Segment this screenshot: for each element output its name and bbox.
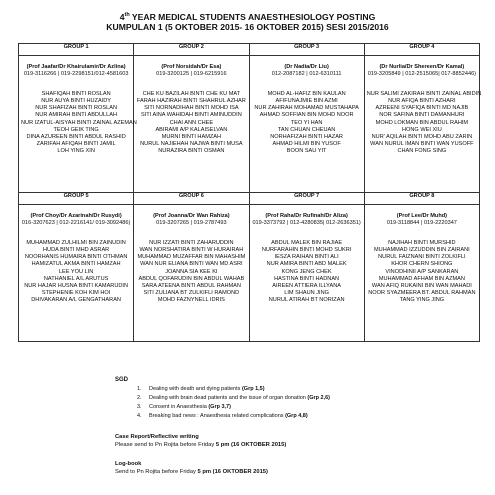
sgd-item-text: Breaking bad news : Anaesthesia related complications — [149, 413, 286, 419]
groups-body-row-top — [19, 56, 480, 193]
list-item: JOANNA SIA KEE KI — [165, 268, 218, 275]
document-subtitle: KUMPULAN 1 (5 OKTOBER 2015- 16 OKTOBER 2015) SESI 2015/2016 — [106, 22, 389, 32]
list-item: MURNI BINTI HAMZAH — [161, 133, 222, 140]
group-4-cell — [364, 56, 482, 193]
list-item: SITI ZULIANA BT ZULKIFLI RAMOND — [143, 289, 240, 296]
list-item: TANG YING JING — [399, 296, 445, 303]
list-item: MOHD AL-HAFIZ BIN KAULAN — [267, 91, 346, 98]
list-item: LEE YOU LIN — [58, 268, 94, 275]
list-item: AZREENI SYAFIQA BINTI MD NAJIB — [375, 105, 469, 112]
list-item: FARAH HAZIRAH BINTI SHAHRUL AZHAR — [136, 98, 246, 105]
list-item: DINA AZUREEN BINTI ABDUL RASHID — [26, 133, 126, 140]
list-item: CHAI ANN CHEE — [169, 119, 214, 126]
group-2-header: GROUP 2 — [134, 44, 249, 56]
sgd-item-text: Dealing with death and dying patients — [149, 386, 242, 392]
document-title — [0, 10, 495, 23]
sgd-item-groups: (Grp 2,6) — [307, 395, 331, 401]
sgd-item-groups: (Grp 4,8) — [285, 413, 308, 419]
list-item: HUDA BINTI MHD ASRAR — [43, 247, 110, 254]
sgd-item-number: 1. — [137, 386, 142, 392]
title-text: YEAR MEDICAL STUDENTS ANAESTHESIOLOGY POSTING — [129, 11, 376, 22]
group-2-cell — [134, 56, 249, 193]
logbook-deadline: 5 pm (16 OKTOBER 2015) — [197, 469, 268, 475]
list-item: NURAZIRA BINTI OSMAN — [158, 147, 225, 154]
list-item: SARA ATEENA BINTI ABDUL RAHMAN — [141, 282, 241, 289]
list-item: NUR' AQILAH BINTI MOHD ABU ZARIN — [371, 133, 473, 140]
sgd-item-text: Dealing with brain dead patients and the issue of organ donation — [149, 395, 308, 401]
list-item: MOHD FAZNYNELL IDRIS — [157, 296, 225, 303]
list-item: SHAFIQAH BINTI ROSLAN — [41, 91, 111, 98]
groups-header-row-bottom — [19, 193, 480, 205]
group-5-cell — [19, 205, 134, 342]
list-item: KONG JENG CHEK — [281, 268, 332, 275]
list-item: NUR IZZATI BINTI ZAHARUDDIN — [149, 240, 234, 247]
group-4-members — [366, 91, 482, 155]
group-6-lecturers: (Prof Joanna/Dr Wan Rahiza) — [153, 213, 230, 219]
list-item: CHAN FONG SING — [397, 147, 447, 154]
logbook-section — [115, 460, 268, 476]
list-item: KHOR CHERN SHIONG — [391, 261, 453, 268]
list-item — [137, 412, 330, 421]
case-report-deadline: 5 pm (16 OKTOBER 2015) — [215, 442, 287, 448]
sgd-list — [137, 385, 330, 421]
group-1-header: GROUP 1 — [19, 44, 134, 56]
group-4-lecturers: (Dr Nurlia/Dr Shereen/Dr Kamal) — [379, 64, 465, 70]
list-item: NOR SAFINA BINTI DAMANHURI — [379, 112, 465, 119]
list-item: NORHAFIZAH BINTI HAZAR — [270, 133, 343, 140]
group-3-cell — [249, 56, 364, 193]
list-item: NUR AFIQA BINTI AZHARI — [388, 98, 456, 105]
case-report-instruction — [115, 441, 286, 449]
group-3-phones: 012-2087182 | 012-6310111 — [271, 71, 342, 78]
list-item: AHMAD HILMI BIN YUSOF — [272, 140, 341, 147]
title-ordinal-suffix: th — [124, 12, 130, 18]
group-4-header: GROUP 4 — [364, 44, 479, 56]
group-8-cell — [364, 205, 479, 342]
group-8-phones: 019-3118844 | 019-2220347 — [386, 220, 457, 227]
list-item: NURUL NAJIEHAH NAJWA BINTI MUSA — [140, 140, 243, 147]
list-item: ZARIFAH AFIQAH BINTI JAMIL — [36, 140, 116, 147]
sgd-heading: SGD — [115, 377, 129, 383]
logbook-heading: Log-book — [115, 461, 142, 467]
list-item: BOON SAU YIT — [286, 147, 327, 154]
list-item: NURUL ATIRAH BT NORIZAN — [268, 296, 345, 303]
list-item: HONG WEI XIU — [401, 126, 442, 133]
group-5-members — [21, 240, 131, 304]
group-1-members — [21, 91, 137, 155]
group-6-members — [136, 240, 246, 304]
list-item: WAN NUR ELIANA BINTI WAN MD ASRI — [140, 261, 243, 268]
list-item: IESZA RAIHAN BINTI ALI — [274, 254, 339, 261]
group-7-lecturers: (Prof Raha/Dr Rufinah/Dr Aliza) — [265, 213, 348, 219]
sgd-item-groups: (Grp 1,5) — [241, 386, 265, 392]
list-item: NOORHANIS HUMAIRA BINTI OTHMAN — [24, 254, 128, 261]
case-report-heading: Case Report/Reflective writing — [115, 434, 199, 440]
sgd-item-number: 4. — [137, 413, 142, 419]
list-item: TEO YI HAN — [290, 119, 323, 126]
list-item: NUR AUYA BINTI HUZAIDY — [41, 98, 112, 105]
logbook-text: Send to Pn Rojita before Friday — [115, 469, 198, 475]
group-2-members — [136, 91, 246, 155]
group-6-phones: 019-3207265 | 019-2787493 — [156, 220, 227, 227]
case-report-text: Please send to Pn Rojita before Friday — [115, 442, 216, 448]
group-8-header: GROUP 8 — [364, 193, 479, 205]
groups-header-row-top — [19, 44, 480, 56]
title-year-number: 4 — [119, 11, 125, 22]
list-item: TAN CHUAN CHEUAN — [277, 126, 336, 133]
logbook-instruction — [115, 468, 268, 476]
list-item: HAMIZATUL AKMA BINTI HAMZAH — [31, 261, 121, 268]
list-item: NUR AMIRAH BINTI ABDULLAH — [35, 112, 117, 119]
list-item: AIREEN ATTIERA ILLYANA — [272, 282, 341, 289]
list-item: NUR ZAHIRAH MOHAMAD MUSTAHAPA — [254, 105, 359, 112]
groups-body-row-bottom — [19, 205, 480, 342]
group-2-lecturers: (Prof Norsidah/Dr Esa) — [161, 64, 222, 70]
list-item: SITI AINA WAHIDAH BINTI AMINUDDIN — [140, 112, 242, 119]
case-report-section — [115, 433, 286, 449]
list-item: STEPHENIE KOH KIM HOI — [41, 289, 111, 296]
group-1-lecturers: (Prof Jaafar/Dr Khairulamir/Dr Azlina) — [26, 64, 126, 70]
list-item: ABDUL QOFARUDIN BIN ABDUL WAHAB — [138, 275, 245, 282]
list-item: NURUL FAIZNANI BINTI ZOLKIFLI — [378, 254, 466, 261]
list-item: NUR SALIMI ZAKIRAH BINTI ZAINAL ABIDIN — [366, 91, 482, 98]
list-item: DHIVAKARAN A/L GENGATHARAN — [31, 296, 121, 303]
list-item: NUR HAJAR HUSNA BINTI KAMARUDIN — [24, 282, 129, 289]
list-item: MUHAMMAD MUZAFFAR BIN MAHASHIM — [137, 254, 246, 261]
sgd-item-text: Consent in Anaesthesia — [149, 404, 209, 410]
group-7-cell — [249, 205, 364, 342]
group-6-header: GROUP 6 — [134, 193, 249, 205]
list-item: NUR AMIRA BINTI ABD MALEK — [266, 261, 347, 268]
list-item — [137, 394, 330, 403]
list-item — [137, 385, 330, 394]
list-item: WAN NORSHATIRA BINTI W HURAIRAH — [139, 247, 244, 254]
sgd-item-number: 3. — [137, 404, 142, 410]
list-item: MUHAMMAD IZZUDDIN BIN ZAIRANI — [374, 247, 470, 254]
list-item: LOH YING XIN — [57, 147, 95, 154]
list-item: LIM SHAUN JING — [284, 289, 329, 296]
list-item: NAJIHAH BINTI MURSHID — [388, 240, 456, 247]
group-8-lecturers: (Prof Lee/Dr Muhd) — [396, 213, 448, 219]
group-5-lecturers: (Prof Choy/Dr Azarinah/Dr Rusydi) — [30, 213, 122, 219]
group-7-members — [252, 240, 362, 304]
list-item: VINODHINII A/P SANKARAN — [385, 268, 459, 275]
sgd-item-number: 2. — [137, 395, 142, 401]
list-item: ABDUL MALEK BIN RAJIAE — [271, 240, 343, 247]
sgd-item-groups: (Grp 3,7) — [208, 404, 231, 410]
list-item: CHE KU BAZILAH BINTI CHE KU MAT — [142, 91, 241, 98]
group-5-phones: 016-3207623 | 012-2216141/ 019-3092486) — [21, 220, 131, 227]
group-5-header: GROUP 5 — [19, 193, 134, 205]
group-3-members — [252, 91, 362, 155]
group-1-phones: 019-3116266 | 019-2298151/012-4581603 — [23, 71, 129, 78]
list-item: WAN NURUL IMAN BINTI WAN YUSOFF — [370, 140, 474, 147]
list-item: NUR SHAFIZAH BINTI ROSLAN — [35, 105, 117, 112]
groups-table — [18, 43, 480, 342]
list-item: NOOR SYAZMEERA BT. ABDUL RAHMAN — [368, 289, 476, 296]
group-4-phones: 019-3205849 | 012-2515065| 017-8852446) — [367, 71, 477, 78]
group-8-members — [367, 240, 477, 304]
group-3-header: GROUP 3 — [249, 44, 364, 56]
group-7-header: GROUP 7 — [249, 193, 364, 205]
group-3-lecturers: (Dr Nadia/Dr Liu) — [284, 64, 329, 70]
list-item: ABIRAMI A/P KALAISELVAN — [155, 126, 228, 133]
group-2-phones: 019-3200125 | 019-6215916 — [156, 71, 227, 78]
list-item: AHMAD SOFFIAN BIN MOHD NOOR — [259, 112, 354, 119]
list-item: TEOH GEIK TING — [53, 126, 99, 133]
list-item: HASTINA BINTI HADNAN — [274, 275, 340, 282]
list-item: MUHAMMAD ZULHILMI BIN ZAINUDIN — [26, 240, 126, 247]
group-1-cell — [19, 56, 137, 193]
list-item: NURFARAHIN BINTI MOHD SUKRI — [261, 247, 352, 254]
list-item: SITI NORNADIHAH BINTI MOHD ISA — [144, 105, 239, 112]
list-item: NUR IZATUL-AISYAH BINTI ZAINAL AZEMAN — [21, 119, 137, 126]
list-item: MOHD LOKMAN BIN ABDUL RAHIM — [375, 119, 469, 126]
list-item: AFIFUNAJMIE BIN AZMI — [275, 98, 338, 105]
list-item: WAN AFIQ RUKAINI BIN WAN MAHADI — [371, 282, 472, 289]
group-7-phones: 019-3373792 | 012-4280835| 012-2636351) — [252, 220, 361, 227]
group-6-cell — [134, 205, 249, 342]
list-item: MUHAMMAD AFHAM BIN AZMAN — [378, 275, 465, 282]
list-item: NATHANIEL A/L ARUTUS — [43, 275, 109, 282]
list-item — [137, 403, 330, 412]
